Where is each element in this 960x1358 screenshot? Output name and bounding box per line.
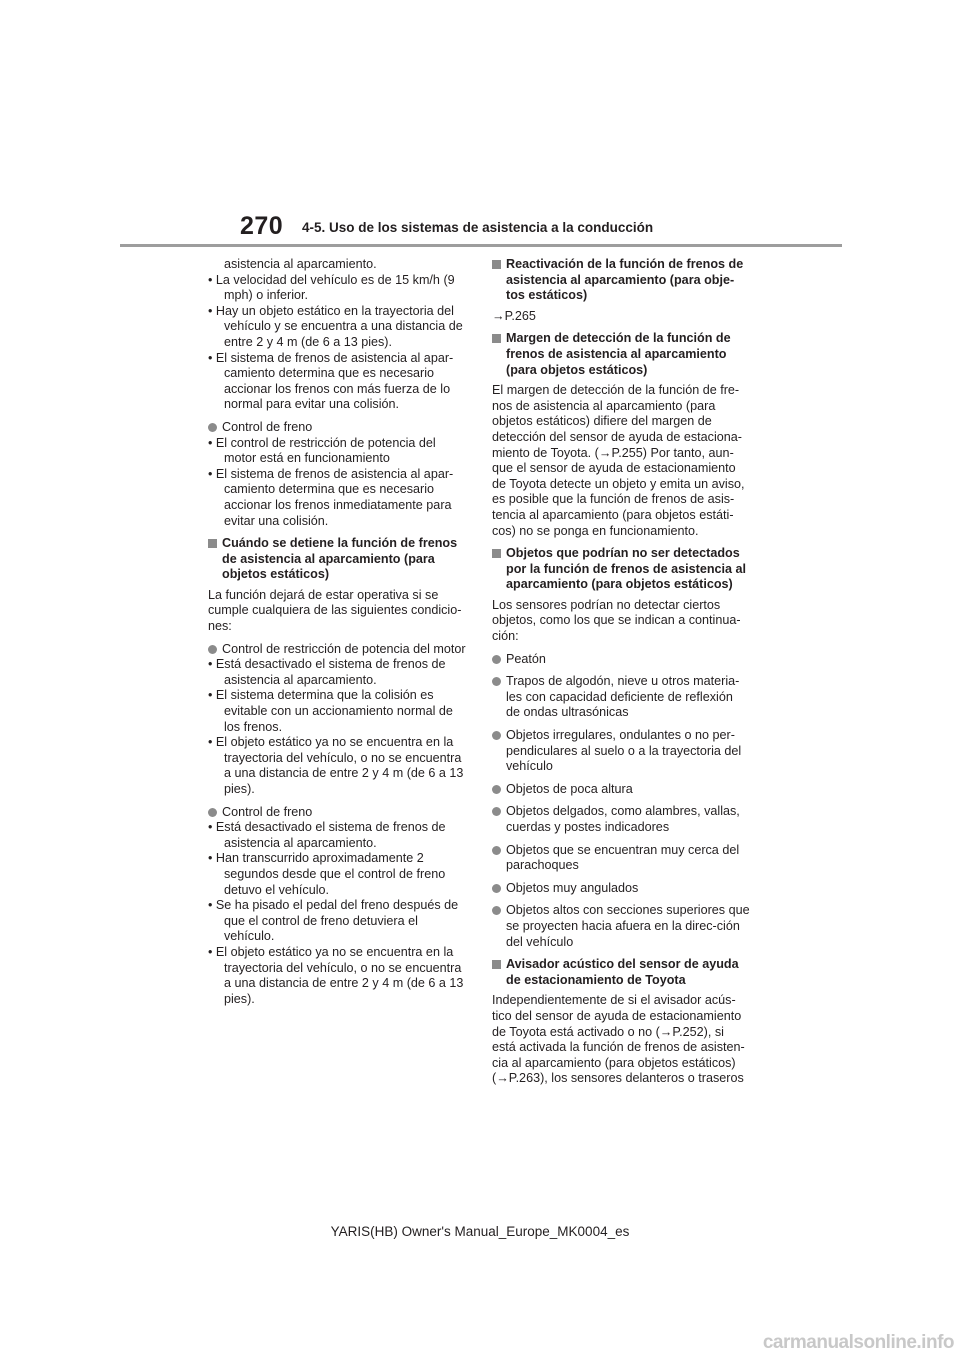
bullet-item: Objetos muy angulados: [492, 881, 750, 897]
bullet-item: Control de restricción de potencia del motor: [208, 642, 466, 658]
dash-item: • Han transcurrido aproximadamente 2 segundos desde que el control de freno detuvo el vehículo.: [208, 851, 446, 897]
paragraph: El margen de detección de la función de fre-nos de asistencia al aparcamiento (para objetos estáticos) difiere del margen de detección del sensor de ayuda de estaciona-miento de Toyota. (→P.255) Por tanto, aun-que el sensor de ayuda de estacionamiento de Toyota detecte un objeto y emita un aviso, es posible que la función de frenos de asis-tencia al aparcamiento (para objetos estáti-cos) no se ponga en funcionamiento.: [492, 383, 745, 538]
bullet-item: Peatón: [492, 652, 750, 668]
page-number: 270: [240, 212, 284, 240]
dash-item: • El objeto estático ya no se encuentra en la trayectoria del vehículo, o no se encuentra a una distancia de entre 2 y 4 m (de 6 a 13 pies).: [208, 944, 464, 1006]
bullet-item: Control de freno: [208, 420, 466, 436]
intro-block: [208, 257, 466, 413]
dash-item: • Está desactivado el sistema de frenos de asistencia al aparcamiento.: [208, 820, 446, 850]
watermark: [0, 1318, 960, 1358]
bullet-item: Objetos irregulares, ondulantes o no per-pendiculares al suelo o a la trayectoria del vehículo: [492, 728, 750, 775]
dash-item: • El sistema determina que la colisión es evitable con un accionamiento normal de los frenos.: [208, 688, 453, 734]
section-title: 4-5. Uso de los sistemas de asistencia a la conducción: [302, 220, 654, 235]
paragraph: Los sensores podrían no detectar ciertos objetos, como los que se indican a continua-ción:: [492, 597, 741, 644]
continued-text: asistencia al aparcamiento.: [224, 257, 377, 271]
header-rule: [120, 244, 842, 247]
page-header: [0, 0, 960, 250]
dash-item: • Está desactivado el sistema de frenos de asistencia al aparcamiento.: [208, 657, 446, 687]
bullet-item: Objetos de poca altura: [492, 782, 750, 798]
left-column: [208, 257, 466, 1014]
right-column: [492, 257, 750, 1094]
dash-item: • Se ha pisado el pedal del freno después de que el control de freno detuviera el vehículo.: [208, 898, 459, 944]
page-reference: →P.265: [492, 308, 536, 323]
paragraph: Independientemente de si el avisador acús-tico del sensor de ayuda de estacionamiento de Toyota está activado o no (→P.252), si está activada la función de frenos de asisten-cia al aparcamiento (para objetos estáticos) (→P.263), los sensores delanteros o traseros: [492, 993, 745, 1086]
brake-control-block: [208, 420, 466, 529]
dash-item: • El sistema de frenos de asistencia al apar-camiento determina que es necesario accionar los frenos con más fuerza de lo normal para evitar una colisión.: [208, 350, 454, 412]
power-restriction-block: [208, 642, 466, 798]
bullet-item: Objetos que se encuentran muy cerca del parachoques: [492, 843, 750, 874]
dash-item: • El objeto estático ya no se encuentra en la trayectoria del vehículo, o no se encuentra a una distancia de entre 2 y 4 m (de 6 a 13 pies).: [208, 735, 464, 796]
dash-item: • El control de restricción de potencia del motor está en funcionamiento: [208, 435, 436, 466]
section-heading: Reactivación de la función de frenos de asistencia al aparcamiento (para obje-tos estáticos): [492, 257, 750, 304]
bullet-item: Objetos delgados, como alambres, vallas, cuerdas y postes indicadores: [492, 804, 750, 835]
section-heading: Margen de detección de la función de frenos de asistencia al aparcamiento (para objetos estáticos): [492, 331, 750, 378]
watermark-text: carmanualsonline.info: [762, 1332, 954, 1353]
dash-item: • El sistema de frenos de asistencia al apar-camiento determina que es necesario accionar los frenos inmediatamente para evitar una colisión.: [208, 466, 454, 528]
paragraph: La función dejará de estar operativa si se cumple cualquiera de las siguientes condicio-nes:: [208, 587, 462, 634]
section-heading: Avisador acústico del sensor de ayuda de estacionamiento de Toyota: [492, 957, 750, 988]
dash-item: • Hay un objeto estático en la trayectoria del vehículo y se encuentra a una distancia de entre 2 y 4 m (de 6 a 13 pies).: [208, 303, 463, 349]
bullet-item: Objetos altos con secciones superiores que se proyecten hacia afuera en la direc-ción del vehículo: [492, 903, 750, 950]
dash-item: • La velocidad del vehículo es de 15 km/h (9 mph) o inferior.: [208, 272, 455, 303]
manual-id-footer: YARIS(HB) Owner's Manual_Europe_MK0004_es: [330, 1224, 630, 1239]
brake-control-block-2: [208, 805, 466, 1008]
bullet-item: Trapos de algodón, nieve u otros materia-les con capacidad deficiente de reflexión de ondas ultrasónicas: [492, 674, 750, 721]
section-heading: Objetos que podrían no ser detectados por la función de frenos de asistencia al aparcamiento (para objetos estáticos): [492, 546, 750, 593]
bullet-item: Control de freno: [208, 805, 466, 821]
section-heading: Cuándo se detiene la función de frenos de asistencia al aparcamiento (para objetos estáticos): [208, 536, 466, 583]
